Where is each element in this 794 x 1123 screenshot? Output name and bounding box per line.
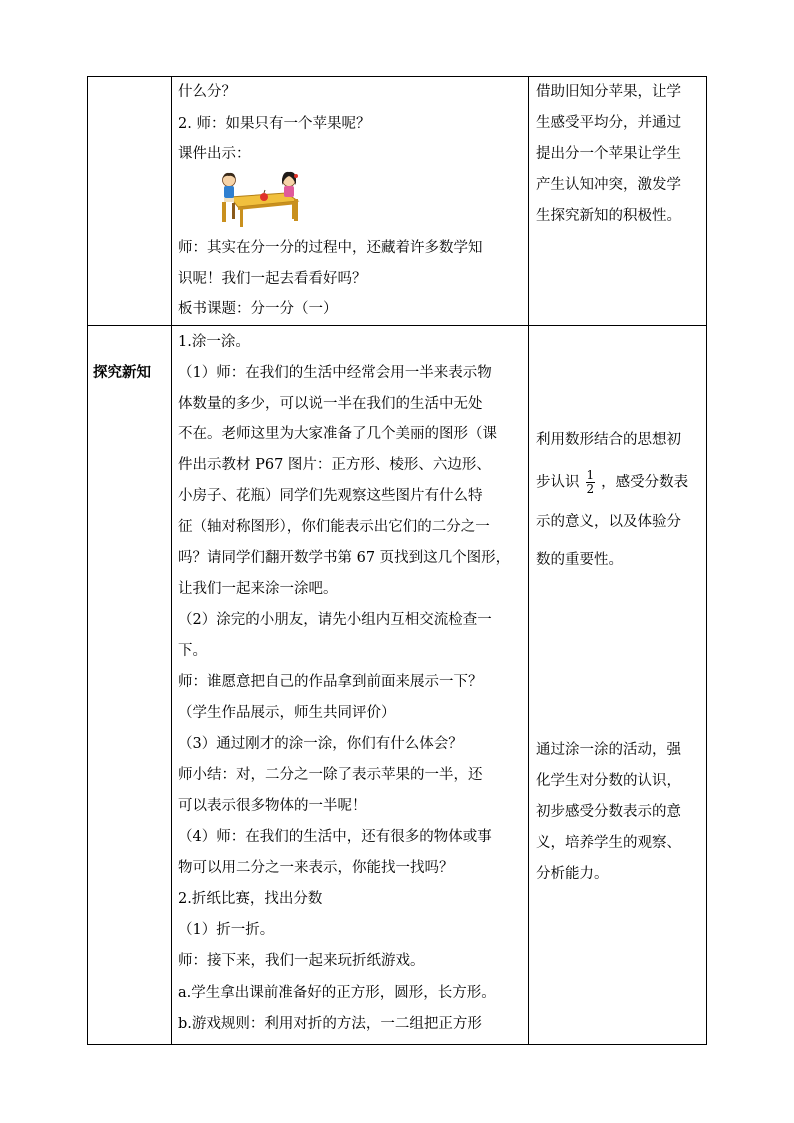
content-line: 2.折纸比赛，找出分数 — [178, 891, 323, 907]
note-line: 化学生对分数的认识， — [536, 773, 681, 789]
section-label: 探究新知 — [93, 364, 151, 381]
content-line: 体数量的多少，可以说一半在我们的生活中无处 — [178, 396, 483, 412]
content-line: 识呢！我们一起去看看好吗？ — [178, 271, 367, 287]
content-line: （1）折一折。 — [178, 922, 275, 938]
fraction-one-half — [586, 469, 596, 496]
table-border-right — [706, 76, 707, 1045]
fraction-numerator: 1 — [586, 468, 595, 482]
content-line: 课件出示： — [178, 146, 251, 162]
content-line: 可以表示很多物体的一半呢！ — [178, 798, 367, 814]
note-line: 借助旧知分苹果，让学 — [536, 84, 681, 100]
content-line: 征（轴对称图形），你们能表示出它们的二分之一 — [178, 519, 490, 535]
content-line: 师小结：对，二分之一除了表示苹果的一半，还 — [178, 767, 483, 783]
table-border-left — [87, 76, 88, 1045]
content-line: b.游戏规则：利用对折的方法，一二组把正方形 — [178, 1016, 482, 1032]
content-line: （4）师：在我们的生活中，还有很多的物体或事 — [178, 829, 492, 845]
content-line: 件出示教材 P67 图片：正方形、棱形、六边形、 — [178, 457, 491, 473]
note-line: 提出分一个苹果让学生 — [536, 146, 681, 162]
note-line: 示的意义，以及体验分 — [536, 514, 681, 530]
table-border-bottom — [87, 1044, 707, 1045]
content-line: 吗？请同学们翻开数学书第 67 页找到这几个图形， — [178, 550, 511, 566]
note-line: 数的重要性。 — [536, 552, 623, 568]
note-line-with-fraction — [536, 469, 688, 496]
content-line: 让我们一起来涂一涂吧。 — [178, 581, 338, 597]
note-line: 通过涂一涂的活动，强 — [536, 742, 681, 758]
content-line: 板书课题：分一分（一） — [178, 301, 338, 317]
note-text: ，感受分数表 — [601, 474, 689, 491]
column-divider-1 — [171, 76, 172, 1045]
note-line: 生探究新知的积极性。 — [536, 208, 681, 224]
lesson-plan-table — [87, 76, 707, 1045]
note-line: 产生认知冲突，激发学 — [536, 177, 681, 193]
note-line: 初步感受分数表示的意 — [536, 804, 681, 820]
content-line: 不在。老师这里为大家准备了几个美丽的图形（课 — [178, 426, 497, 442]
content-line: （3）通过刚才的涂一涂，你们有什么体会？ — [178, 736, 463, 752]
content-line: 师：其实在分一分的过程中，还藏着许多数学知 — [178, 240, 483, 256]
content-line: 1.涂一涂。 — [178, 334, 250, 350]
fraction-denominator: 2 — [586, 482, 595, 496]
content-line: 小房子、花瓶）同学们先观察这些图片有什么特 — [178, 488, 483, 504]
content-line: （1）师：在我们的生活中经常会用一半来表示物 — [178, 365, 492, 381]
note-line: 义，培养学生的观察、 — [536, 835, 681, 851]
content-line: （2）涂完的小朋友，请先小组内互相交流检查一 — [178, 612, 492, 628]
column-divider-2 — [528, 76, 529, 1045]
content-line: 师：接下来，我们一起来玩折纸游戏。 — [178, 953, 425, 969]
table-border-top — [87, 76, 707, 77]
content-line: 师：谁愿意把自己的作品拿到前面来展示一下？ — [178, 674, 483, 690]
note-line: 生感受平均分，并通过 — [536, 115, 681, 131]
content-line: 什么分？ — [178, 84, 236, 100]
content-line: a.学生拿出课前准备好的正方形，圆形，长方形。 — [178, 985, 496, 1001]
content-line: 下。 — [178, 643, 207, 659]
content-line: 物可以用二分之一来表示，你能找一找吗？ — [178, 860, 454, 876]
children-sharing-apple-illustration — [216, 171, 302, 229]
note-line: 利用数形结合的思想初 — [536, 432, 681, 448]
row-divider — [87, 325, 707, 326]
note-line: 分析能力。 — [536, 866, 609, 882]
content-line: 2. 师：如果只有一个苹果呢？ — [178, 116, 371, 132]
content-line: （学生作品展示，师生共同评价） — [178, 705, 396, 721]
note-text: 步认识 — [536, 474, 580, 491]
